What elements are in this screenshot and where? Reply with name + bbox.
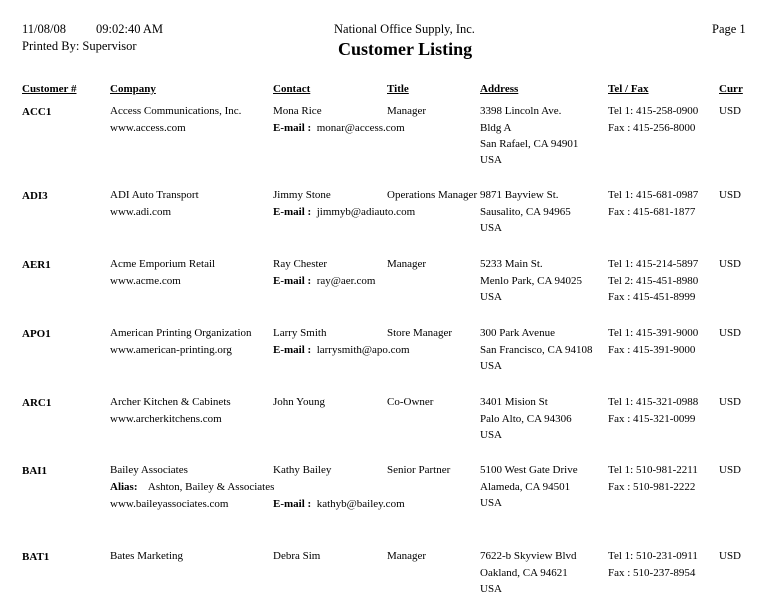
address-line: USA xyxy=(480,429,503,441)
email-value: larrysmith@apo.com xyxy=(316,344,410,356)
phone-line: Tel 1: 415-391-9000 xyxy=(608,327,699,339)
email-label: E-mail : xyxy=(273,122,312,134)
address-line: USA xyxy=(480,291,503,303)
address-line: USA xyxy=(480,222,503,234)
address-line: 5233 Main St. xyxy=(480,258,543,270)
address-line: Bldg A xyxy=(480,122,512,134)
contact-title: Manager xyxy=(387,105,427,117)
address-line: USA xyxy=(480,360,503,372)
customer-code: ADI3 xyxy=(22,190,48,202)
currency: USD xyxy=(719,464,742,476)
customer-code: ACC1 xyxy=(22,106,52,118)
col-company: Company xyxy=(110,83,156,95)
contact-name: Kathy Bailey xyxy=(273,464,332,476)
contact-title: Co-Owner xyxy=(387,396,434,408)
company-name-cell: Bates Marketing xyxy=(110,550,184,562)
company-name-cell: Access Communications, Inc. xyxy=(110,105,242,117)
report-title: Customer Listing xyxy=(338,39,473,59)
phone-line: Fax : 415-391-9000 xyxy=(608,344,696,356)
email-label: E-mail : xyxy=(273,206,312,218)
address-line: San Francisco, CA 94108 xyxy=(480,344,593,356)
email-row xyxy=(273,273,375,290)
contact-name: Debra Sim xyxy=(273,550,321,562)
phone-line: Tel 2: 415-451-8980 xyxy=(608,275,699,287)
customer-code: AER1 xyxy=(22,259,51,271)
phone-line: Tel 1: 415-258-0900 xyxy=(608,105,699,117)
address-line: Menlo Park, CA 94025 xyxy=(480,275,583,287)
email-value: ray@aer.com xyxy=(316,275,376,287)
phone-line: Fax : 415-681-1877 xyxy=(608,206,696,218)
phone-line: Fax : 510-981-2222 xyxy=(608,481,696,493)
address-line: 9871 Bayview St. xyxy=(480,189,559,201)
phone-line: Tel 1: 510-981-2211 xyxy=(608,464,698,476)
phone-line: Tel 1: 415-321-0988 xyxy=(608,396,699,408)
customer-code: BAI1 xyxy=(22,465,48,477)
contact-title: Manager xyxy=(387,550,427,562)
address-line: Oakland, CA 94621 xyxy=(480,567,568,579)
contact-title: Manager xyxy=(387,258,427,270)
contact-name: Jimmy Stone xyxy=(273,189,331,201)
email-label: E-mail : xyxy=(273,344,312,356)
address-line: 300 Park Avenue xyxy=(480,327,555,339)
company-name-cell: Archer Kitchen & Cabinets xyxy=(110,396,231,408)
email-label: E-mail : xyxy=(273,498,312,510)
address-line: 3398 Lincoln Ave. xyxy=(480,105,562,117)
address-line: San Rafael, CA 94901 xyxy=(480,138,579,150)
phone-line: Fax : 510-237-8954 xyxy=(608,567,696,579)
company-name-cell: Acme Emporium Retail xyxy=(110,258,216,270)
company-name-cell: American Printing Organization xyxy=(110,327,252,339)
company-website: www.adi.com xyxy=(110,206,171,218)
contact-name: Larry Smith xyxy=(273,327,327,339)
col-tel-fax: Tel / Fax xyxy=(608,83,649,95)
alias-row xyxy=(110,479,274,496)
col-title: Title xyxy=(387,83,409,95)
currency: USD xyxy=(719,258,742,270)
phone-line: Fax : 415-256-8000 xyxy=(608,122,696,134)
contact-name: John Young xyxy=(273,396,325,408)
email-label: E-mail : xyxy=(273,275,312,287)
customer-code: APO1 xyxy=(22,328,51,340)
address-line: 5100 West Gate Drive xyxy=(480,464,578,476)
email-row xyxy=(273,204,415,221)
phone-line: Tel 1: 415-681-0987 xyxy=(608,189,699,201)
printed-by: Printed By: Supervisor xyxy=(22,39,137,53)
currency: USD xyxy=(719,105,742,117)
email-row xyxy=(273,342,410,359)
address-line: USA xyxy=(480,497,503,509)
address-line: 3401 Mision St xyxy=(480,396,548,408)
address-line: Sausalito, CA 94965 xyxy=(480,206,571,218)
currency: USD xyxy=(719,189,742,201)
email-value: kathyb@bailey.com xyxy=(316,498,405,510)
alias-label: Alias: xyxy=(110,481,138,493)
customer-code: ARC1 xyxy=(22,397,52,409)
phone-line: Tel 1: 510-231-0911 xyxy=(608,550,698,562)
company-website: www.american-printing.org xyxy=(110,344,232,356)
email-row xyxy=(273,496,405,513)
company-website: www.archerkitchens.com xyxy=(110,413,222,425)
col-address: Address xyxy=(480,83,519,95)
page-number: Page 1 xyxy=(712,22,746,36)
contact-title: Senior Partner xyxy=(387,464,451,476)
contact-title: Operations Manager xyxy=(387,189,478,201)
address-line: Alameda, CA 94501 xyxy=(480,481,571,493)
col-curr: Curr xyxy=(719,83,743,95)
currency: USD xyxy=(719,396,742,408)
alias-value: Ashton, Bailey & Associates xyxy=(147,481,275,493)
contact-title: Store Manager xyxy=(387,327,453,339)
col-contact: Contact xyxy=(273,83,311,95)
phone-line: Fax : 415-321-0099 xyxy=(608,413,696,425)
currency: USD xyxy=(719,327,742,339)
company-website: www.acme.com xyxy=(110,275,181,287)
report-time: 09:02:40 AM xyxy=(96,22,164,36)
phone-line: Tel 1: 415-214-5897 xyxy=(608,258,699,270)
address-line: 7622-b Skyview Blvd xyxy=(480,550,577,562)
email-value: jimmyb@adiauto.com xyxy=(316,206,416,218)
address-line: USA xyxy=(480,583,503,595)
contact-name: Ray Chester xyxy=(273,258,328,270)
email-value: monar@access.com xyxy=(316,122,405,134)
email-row xyxy=(273,120,405,137)
contact-name: Mona Rice xyxy=(273,105,322,117)
company-name-cell: Bailey Associates xyxy=(110,464,188,476)
company-name: National Office Supply, Inc. xyxy=(334,22,475,36)
report-date: 11/08/08 xyxy=(22,22,66,36)
address-line: Palo Alto, CA 94306 xyxy=(480,413,572,425)
phone-line: Fax : 415-451-8999 xyxy=(608,291,696,303)
address-line: USA xyxy=(480,154,503,166)
currency: USD xyxy=(719,550,742,562)
customer-code: BAT1 xyxy=(22,551,50,563)
company-website: www.baileyassociates.com xyxy=(110,498,229,510)
company-website: www.access.com xyxy=(110,122,186,134)
col-customer-no: Customer # xyxy=(22,83,77,95)
company-name-cell: ADI Auto Transport xyxy=(110,189,199,201)
